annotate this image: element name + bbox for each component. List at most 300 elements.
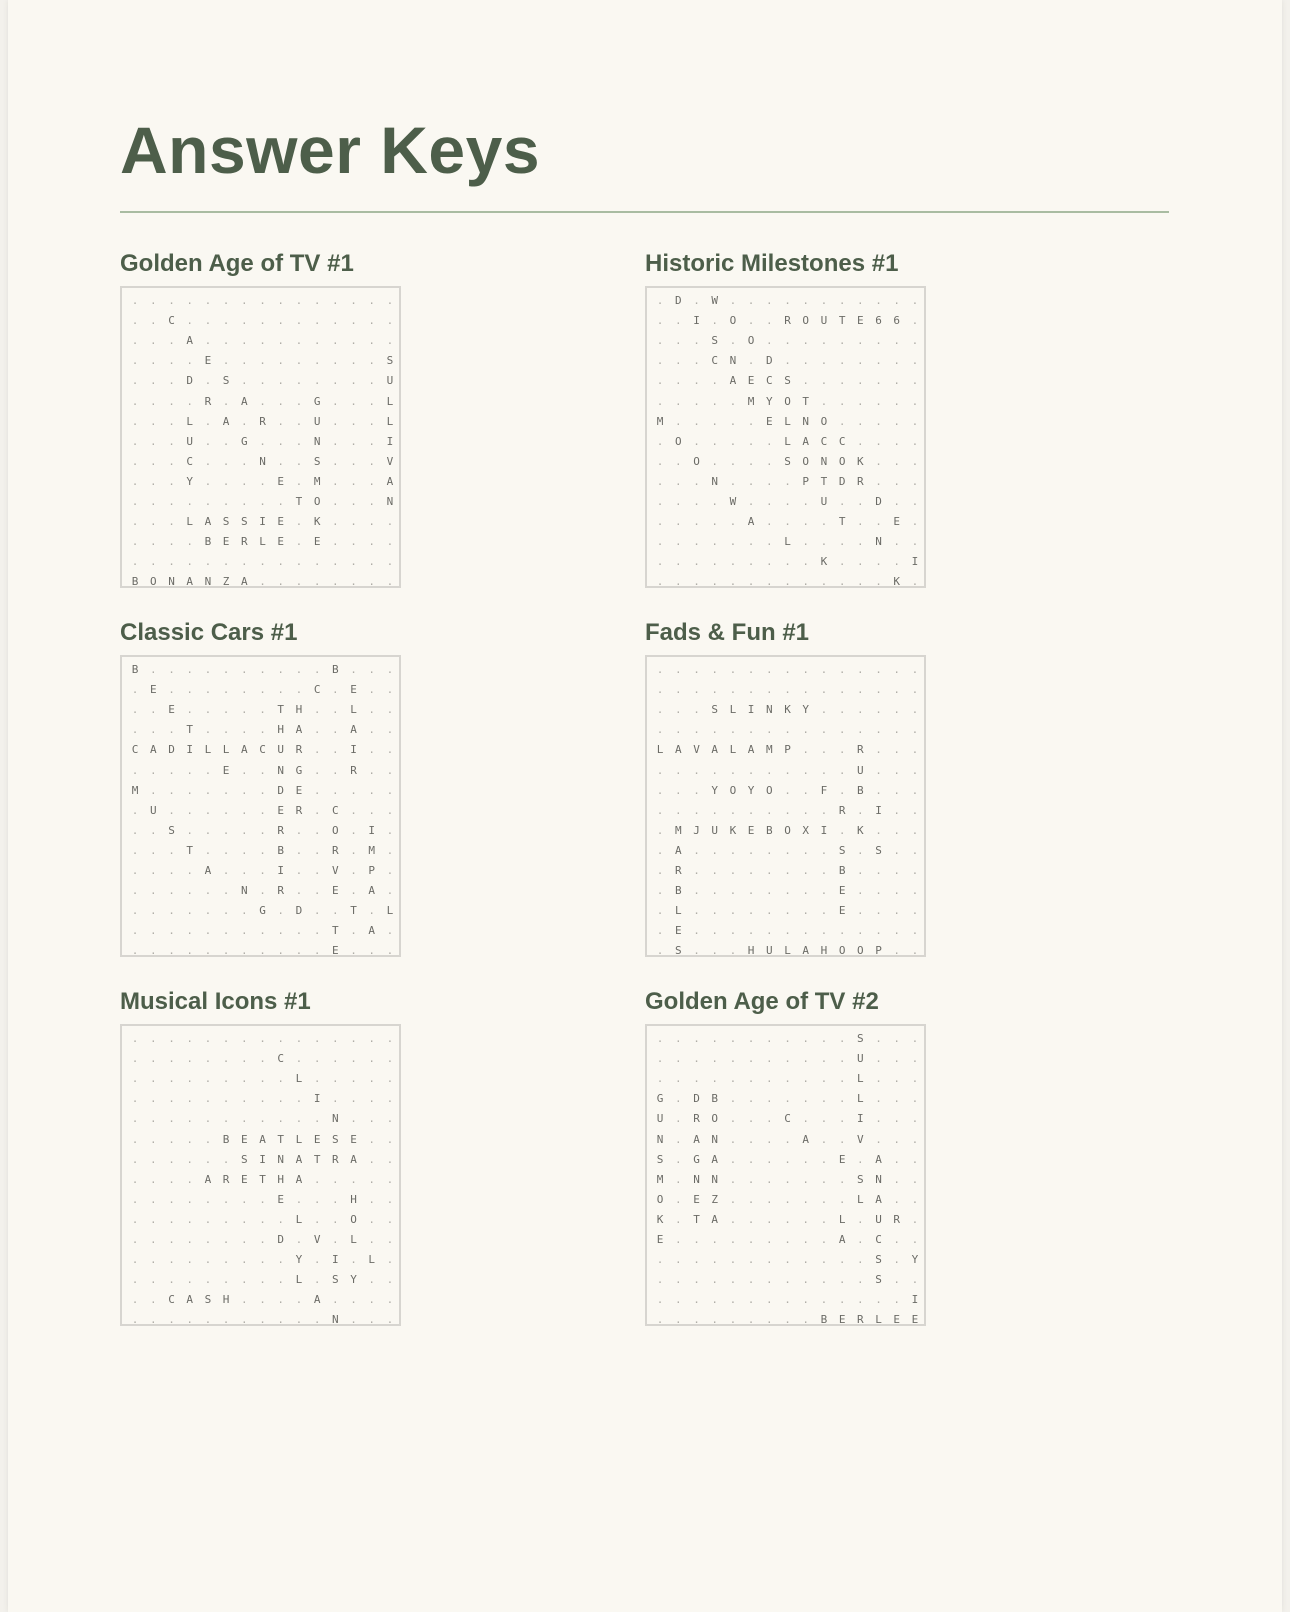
grid-dot: .	[168, 354, 175, 368]
grid-dot: .	[313, 944, 321, 958]
grid-dot: .	[259, 1232, 266, 1246]
grid-letter: L	[350, 703, 357, 717]
grid-row	[126, 311, 399, 331]
grid-dot: .	[186, 863, 194, 877]
grid-dot: .	[131, 454, 139, 468]
grid-dot: .	[295, 1313, 303, 1327]
grid-dot: .	[259, 1273, 266, 1287]
grid-dot: .	[893, 843, 901, 857]
grid-letter: P	[802, 474, 810, 488]
grid-dot: .	[875, 703, 882, 717]
grid-dot: .	[747, 294, 755, 308]
grid-dot: .	[386, 1052, 394, 1066]
grid-letter: E	[838, 904, 846, 918]
grid-dot: .	[784, 663, 791, 677]
grid-dot: .	[802, 843, 810, 857]
grid-dot: .	[186, 1032, 194, 1046]
grid-dot: .	[802, 494, 810, 508]
grid-row	[651, 680, 924, 700]
grid-dot: .	[747, 1132, 755, 1146]
grid-dot: .	[820, 924, 828, 938]
grid-dot: .	[131, 1072, 139, 1086]
grid-dot: .	[295, 334, 303, 348]
grid-dot: .	[784, 575, 791, 589]
grid-dot: .	[295, 394, 303, 408]
grid-dot: .	[386, 663, 394, 677]
grid-letter: I	[368, 823, 376, 837]
grid-dot: .	[313, 354, 321, 368]
grid-dot: .	[711, 394, 719, 408]
grid-dot: .	[149, 515, 157, 529]
grid-dot: .	[149, 1232, 157, 1246]
grid-dot: .	[820, 1072, 828, 1086]
grid-dot: .	[168, 944, 175, 958]
grid-letter: E	[893, 515, 901, 529]
grid-letter: G	[241, 434, 248, 448]
grid-dot: .	[149, 1172, 157, 1186]
puzzle-title: Fads & Fun #1	[645, 619, 810, 646]
grid-letter: R	[332, 843, 339, 857]
grid-dot: .	[711, 1273, 719, 1287]
grid-dot: .	[693, 575, 700, 589]
grid-letter: U	[820, 494, 828, 508]
grid-dot: .	[350, 944, 357, 958]
grid-dot: .	[875, 743, 882, 757]
grid-dot: .	[893, 354, 901, 368]
grid-letter: O	[149, 575, 157, 589]
grid-dot: .	[911, 1192, 919, 1206]
grid-letter: N	[277, 1152, 285, 1166]
grid-dot: .	[911, 884, 919, 898]
grid-dot: .	[332, 703, 339, 717]
grid-dot: .	[131, 354, 139, 368]
grid-row	[651, 740, 924, 760]
grid-row	[651, 1029, 924, 1049]
grid-dot: .	[838, 663, 846, 677]
grid-dot: .	[820, 1253, 828, 1267]
grid-dot: .	[386, 1072, 394, 1086]
grid-dot: .	[766, 555, 773, 569]
answer-grid	[645, 286, 926, 588]
grid-letter: O	[729, 314, 737, 328]
grid-row	[651, 311, 924, 331]
grid-dot: .	[131, 763, 139, 777]
grid-letter: N	[729, 354, 737, 368]
grid-dot: .	[350, 783, 357, 797]
grid-dot: .	[386, 924, 394, 938]
grid-letter: A	[729, 374, 737, 388]
grid-dot: .	[729, 394, 737, 408]
grid-dot: .	[313, 314, 321, 328]
grid-letter: E	[332, 944, 339, 958]
grid-dot: .	[204, 904, 212, 918]
grid-dot: .	[186, 904, 194, 918]
grid-dot: .	[693, 863, 700, 877]
grid-dot: .	[204, 314, 212, 328]
grid-dot: .	[693, 1052, 700, 1066]
grid-letter: A	[241, 575, 248, 589]
grid-dot: .	[857, 394, 864, 408]
grid-dot: .	[893, 683, 901, 697]
grid-letter: M	[656, 1172, 664, 1186]
grid-letter: K	[857, 454, 864, 468]
grid-dot: .	[674, 1032, 682, 1046]
puzzle-card	[645, 988, 945, 1327]
grid-dot: .	[149, 535, 157, 549]
grid-dot: .	[332, 394, 339, 408]
grid-dot: .	[259, 703, 266, 717]
grid-dot: .	[784, 1273, 791, 1287]
grid-dot: .	[277, 924, 285, 938]
grid-dot: .	[802, 683, 810, 697]
grid-row	[651, 660, 924, 680]
grid-letter: K	[893, 575, 901, 589]
grid-dot: .	[893, 1172, 901, 1186]
grid-dot: .	[313, 723, 321, 737]
grid-letter: R	[857, 1313, 864, 1327]
grid-dot: .	[656, 1273, 664, 1287]
grid-dot: .	[259, 1092, 266, 1106]
grid-dot: .	[313, 843, 321, 857]
grid-dot: .	[295, 843, 303, 857]
grid-dot: .	[747, 1293, 755, 1307]
grid-dot: .	[820, 1232, 828, 1246]
grid-letter: J	[693, 823, 700, 837]
grid-letter: S	[332, 1132, 339, 1146]
grid-letter: O	[729, 783, 737, 797]
grid-dot: .	[149, 1032, 157, 1046]
grid-dot: .	[241, 314, 248, 328]
grid-dot: .	[313, 823, 321, 837]
grid-dot: .	[386, 1232, 394, 1246]
grid-letter: U	[857, 763, 864, 777]
grid-dot: .	[368, 723, 376, 737]
grid-dot: .	[729, 535, 737, 549]
grid-dot: .	[204, 783, 212, 797]
grid-letter: B	[820, 1313, 828, 1327]
grid-letter: P	[784, 743, 791, 757]
grid-dot: .	[204, 944, 212, 958]
grid-dot: .	[857, 803, 864, 817]
grid-dot: .	[313, 555, 321, 569]
grid-dot: .	[838, 924, 846, 938]
grid-dot: .	[386, 1132, 394, 1146]
grid-dot: .	[313, 863, 321, 877]
grid-dot: .	[222, 354, 230, 368]
grid-dot: .	[674, 414, 682, 428]
grid-dot: .	[368, 354, 376, 368]
grid-dot: .	[766, 1172, 773, 1186]
grid-dot: .	[241, 783, 248, 797]
grid-dot: .	[711, 803, 719, 817]
grid-letter: A	[204, 1172, 212, 1186]
grid-dot: .	[875, 723, 882, 737]
grid-dot: .	[820, 1092, 828, 1106]
grid-letter: B	[222, 1132, 230, 1146]
grid-letter: E	[222, 763, 230, 777]
grid-dot: .	[204, 763, 212, 777]
grid-row	[651, 1089, 924, 1109]
grid-dot: .	[222, 783, 230, 797]
grid-letter: R	[222, 1172, 230, 1186]
grid-dot: .	[131, 1152, 139, 1166]
grid-letter: D	[875, 494, 882, 508]
grid-dot: .	[368, 1192, 376, 1206]
grid-dot: .	[313, 924, 321, 938]
grid-letter: L	[386, 394, 394, 408]
grid-letter: G	[656, 1092, 664, 1106]
grid-dot: .	[911, 1072, 919, 1086]
grid-dot: .	[131, 924, 139, 938]
grid-dot: .	[386, 334, 394, 348]
grid-dot: .	[386, 575, 394, 589]
grid-dot: .	[802, 1313, 810, 1327]
grid-dot: .	[131, 803, 139, 817]
grid-row	[651, 760, 924, 780]
grid-dot: .	[149, 1112, 157, 1126]
grid-dot: .	[350, 1112, 357, 1126]
grid-dot: .	[332, 904, 339, 918]
grid-dot: .	[729, 723, 737, 737]
grid-dot: .	[875, 1052, 882, 1066]
grid-dot: .	[241, 803, 248, 817]
grid-dot: .	[168, 1273, 175, 1287]
grid-dot: .	[784, 1132, 791, 1146]
grid-row	[651, 391, 924, 411]
grid-dot: .	[241, 334, 248, 348]
grid-letter: T	[277, 1132, 285, 1146]
grid-dot: .	[693, 374, 700, 388]
grid-dot: .	[149, 1253, 157, 1267]
grid-dot: .	[204, 1132, 212, 1146]
grid-dot: .	[313, 1112, 321, 1126]
grid-dot: .	[350, 394, 357, 408]
grid-letter: S	[784, 374, 791, 388]
grid-dot: .	[802, 1192, 810, 1206]
grid-letter: E	[222, 535, 230, 549]
grid-dot: .	[875, 1112, 882, 1126]
grid-letter: T	[332, 924, 339, 938]
grid-dot: .	[820, 884, 828, 898]
grid-dot: .	[875, 294, 882, 308]
grid-letter: U	[386, 374, 394, 388]
grid-dot: .	[674, 1072, 682, 1086]
grid-dot: .	[168, 783, 175, 797]
grid-letter: I	[747, 703, 755, 717]
grid-dot: .	[350, 314, 357, 328]
grid-dot: .	[168, 294, 175, 308]
grid-dot: .	[911, 394, 919, 408]
grid-dot: .	[222, 454, 230, 468]
grid-letter: O	[784, 823, 791, 837]
grid-dot: .	[875, 555, 882, 569]
grid-dot: .	[204, 294, 212, 308]
grid-letter: S	[241, 515, 248, 529]
grid-letter: S	[168, 823, 175, 837]
grid-dot: .	[222, 1273, 230, 1287]
grid-dot: .	[259, 843, 266, 857]
grid-letter: O	[656, 1192, 664, 1206]
grid-dot: .	[766, 575, 773, 589]
grid-letter: U	[186, 434, 194, 448]
grid-letter: L	[259, 535, 266, 549]
grid-letter: E	[838, 884, 846, 898]
grid-row	[651, 1190, 924, 1210]
grid-letter: K	[313, 515, 321, 529]
grid-letter: D	[838, 474, 846, 488]
grid-letter: E	[893, 1313, 901, 1327]
grid-dot: .	[241, 1032, 248, 1046]
grid-dot: .	[802, 1072, 810, 1086]
grid-dot: .	[729, 1092, 737, 1106]
grid-letter: B	[838, 863, 846, 877]
grid-letter: N	[386, 494, 394, 508]
grid-dot: .	[149, 1152, 157, 1166]
grid-letter: I	[911, 1293, 919, 1307]
grid-dot: .	[186, 703, 194, 717]
grid-letter: R	[674, 863, 682, 877]
grid-dot: .	[875, 1293, 882, 1307]
grid-dot: .	[186, 1112, 194, 1126]
grid-dot: .	[204, 414, 212, 428]
grid-dot: .	[241, 863, 248, 877]
grid-dot: .	[186, 394, 194, 408]
grid-letter: Y	[802, 703, 810, 717]
grid-letter: M	[766, 743, 773, 757]
grid-dot: .	[186, 924, 194, 938]
grid-dot: .	[222, 683, 230, 697]
grid-dot: .	[857, 575, 864, 589]
grid-dot: .	[911, 1273, 919, 1287]
grid-dot: .	[784, 723, 791, 737]
grid-letter: B	[674, 884, 682, 898]
grid-dot: .	[784, 884, 791, 898]
grid-dot: .	[857, 843, 864, 857]
grid-row	[651, 720, 924, 740]
grid-dot: .	[332, 414, 339, 428]
grid-dot: .	[149, 474, 157, 488]
grid-dot: .	[875, 823, 882, 837]
grid-letter: M	[313, 474, 321, 488]
grid-dot: .	[893, 1253, 901, 1267]
grid-dot: .	[204, 434, 212, 448]
grid-dot: .	[368, 803, 376, 817]
grid-dot: .	[131, 334, 139, 348]
grid-row	[126, 1109, 399, 1129]
grid-dot: .	[241, 663, 248, 677]
answer-grid	[120, 1024, 401, 1326]
grid-dot: .	[149, 434, 157, 448]
grid-dot: .	[368, 743, 376, 757]
grid-row	[651, 881, 924, 901]
grid-dot: .	[747, 414, 755, 428]
grid-dot: .	[838, 743, 846, 757]
grid-dot: .	[747, 803, 755, 817]
grid-dot: .	[838, 1192, 846, 1206]
grid-dot: .	[911, 1032, 919, 1046]
grid-letter: C	[186, 454, 194, 468]
grid-dot: .	[149, 1212, 157, 1226]
grid-dot: .	[674, 1172, 682, 1186]
grid-dot: .	[222, 884, 230, 898]
grid-dot: .	[893, 944, 901, 958]
grid-letter: N	[332, 1112, 339, 1126]
grid-dot: .	[766, 334, 773, 348]
grid-letter: R	[784, 314, 791, 328]
grid-letter: D	[277, 1232, 285, 1246]
grid-dot: .	[313, 1192, 321, 1206]
grid-dot: .	[747, 575, 755, 589]
grid-dot: .	[332, 374, 339, 388]
grid-dot: .	[386, 884, 394, 898]
grid-dot: .	[911, 1172, 919, 1186]
grid-dot: .	[747, 884, 755, 898]
grid-letter: E	[747, 374, 755, 388]
grid-dot: .	[911, 1092, 919, 1106]
grid-letter: L	[857, 1092, 864, 1106]
page-title: Answer Keys	[120, 113, 541, 187]
grid-letter: U	[313, 414, 321, 428]
grid-letter: C	[838, 434, 846, 448]
grid-letter: I	[857, 1112, 864, 1126]
grid-dot: .	[241, 1273, 248, 1287]
grid-dot: .	[186, 663, 194, 677]
grid-dot: .	[204, 1072, 212, 1086]
grid-dot: .	[674, 1152, 682, 1166]
grid-letter: L	[186, 414, 194, 428]
grid-dot: .	[747, 474, 755, 488]
grid-letter: E	[277, 803, 285, 817]
grid-dot: .	[729, 1232, 737, 1246]
grid-letter: F	[820, 783, 828, 797]
grid-dot: .	[857, 334, 864, 348]
grid-dot: .	[277, 294, 285, 308]
grid-dot: .	[131, 1112, 139, 1126]
grid-dot: .	[820, 803, 828, 817]
grid-dot: .	[350, 803, 357, 817]
grid-dot: .	[241, 723, 248, 737]
answer-grid	[120, 286, 401, 588]
grid-dot: .	[711, 1072, 719, 1086]
grid-dot: .	[693, 434, 700, 448]
grid-dot: .	[674, 1273, 682, 1287]
grid-row	[651, 1270, 924, 1290]
grid-letter: L	[729, 743, 737, 757]
grid-dot: .	[656, 1052, 664, 1066]
grid-letter: O	[802, 454, 810, 468]
grid-dot: .	[204, 1052, 212, 1066]
grid-letter: T	[838, 314, 846, 328]
grid-letter: O	[313, 494, 321, 508]
grid-letter: I	[911, 555, 919, 569]
grid-dot: .	[911, 763, 919, 777]
grid-letter: S	[204, 1293, 212, 1307]
grid-letter: L	[784, 434, 791, 448]
grid-dot: .	[131, 683, 139, 697]
grid-dot: .	[386, 1212, 394, 1226]
grid-letter: A	[350, 1152, 357, 1166]
grid-dot: .	[259, 394, 266, 408]
grid-dot: .	[259, 723, 266, 737]
grid-dot: .	[693, 763, 700, 777]
grid-dot: .	[729, 1112, 737, 1126]
grid-dot: .	[186, 1132, 194, 1146]
grid-dot: .	[711, 1032, 719, 1046]
grid-dot: .	[838, 783, 846, 797]
grid-dot: .	[259, 683, 266, 697]
puzzle-card	[120, 988, 420, 1327]
grid-letter: O	[350, 1212, 357, 1226]
